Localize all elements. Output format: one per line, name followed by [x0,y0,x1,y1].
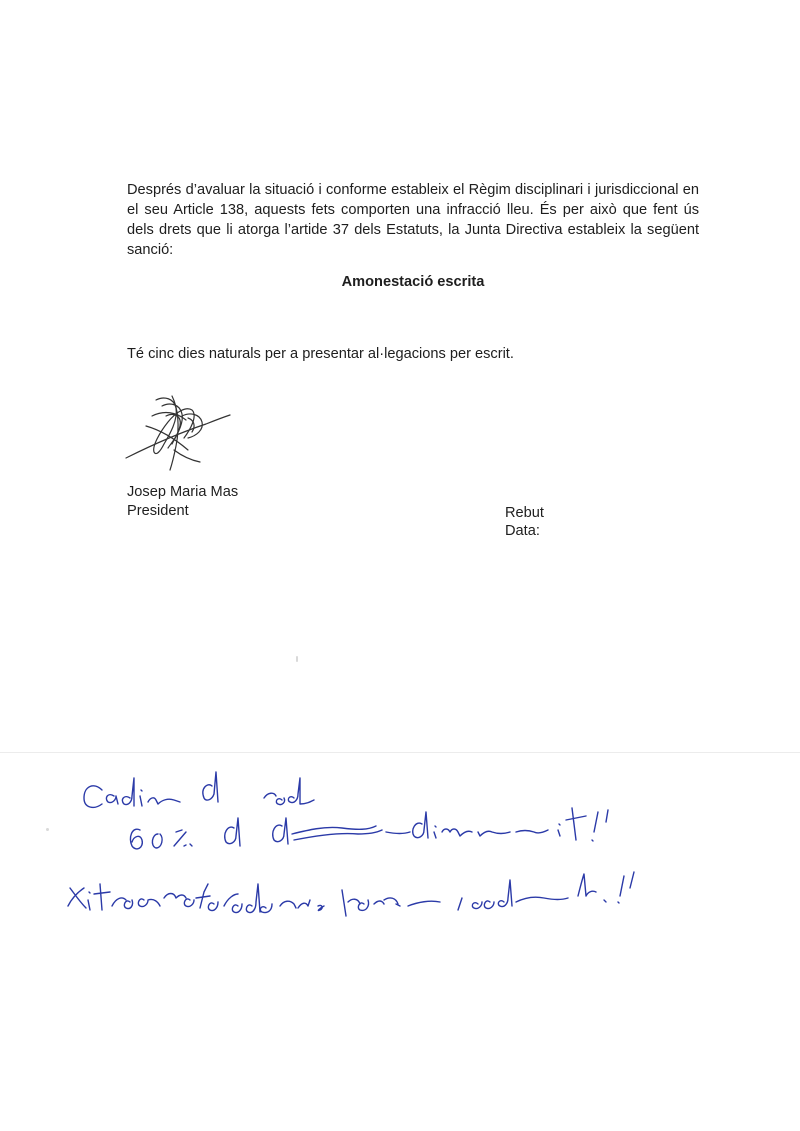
body-paragraph: Després d’avaluar la situació i conforme estableix el Règim disciplinari i jurisdiccional en el seu Article 138, aquests fets comporten una infracció lleu. És per això que fent ús dels drets que li atorga l’artide 37 dels Estatuts, la Junta Directiva estableix la següent sanció: [127,182,699,258]
handwritten-note [58,760,698,930]
handwritten-line-1 [0,0,1,1]
signer-block [127,483,238,521]
fold-line [0,752,800,753]
sanction-title: Amonestació escrita [341,274,485,290]
signer-name: Josep Maria Mas [127,484,239,500]
received-label: Rebut [505,505,544,521]
allegations-note: Té cinc dies naturals per a presentar al·legacions per escrit. [127,346,514,362]
paper-speck [46,828,49,831]
receipt-block [505,504,544,540]
handwritten-signature [116,386,240,478]
handwritten-line-3 [0,0,1,1]
date-label: Data: [505,523,540,539]
paper-speck [296,656,298,662]
handwritten-line-2 [0,0,1,1]
signer-role: President [127,503,189,519]
